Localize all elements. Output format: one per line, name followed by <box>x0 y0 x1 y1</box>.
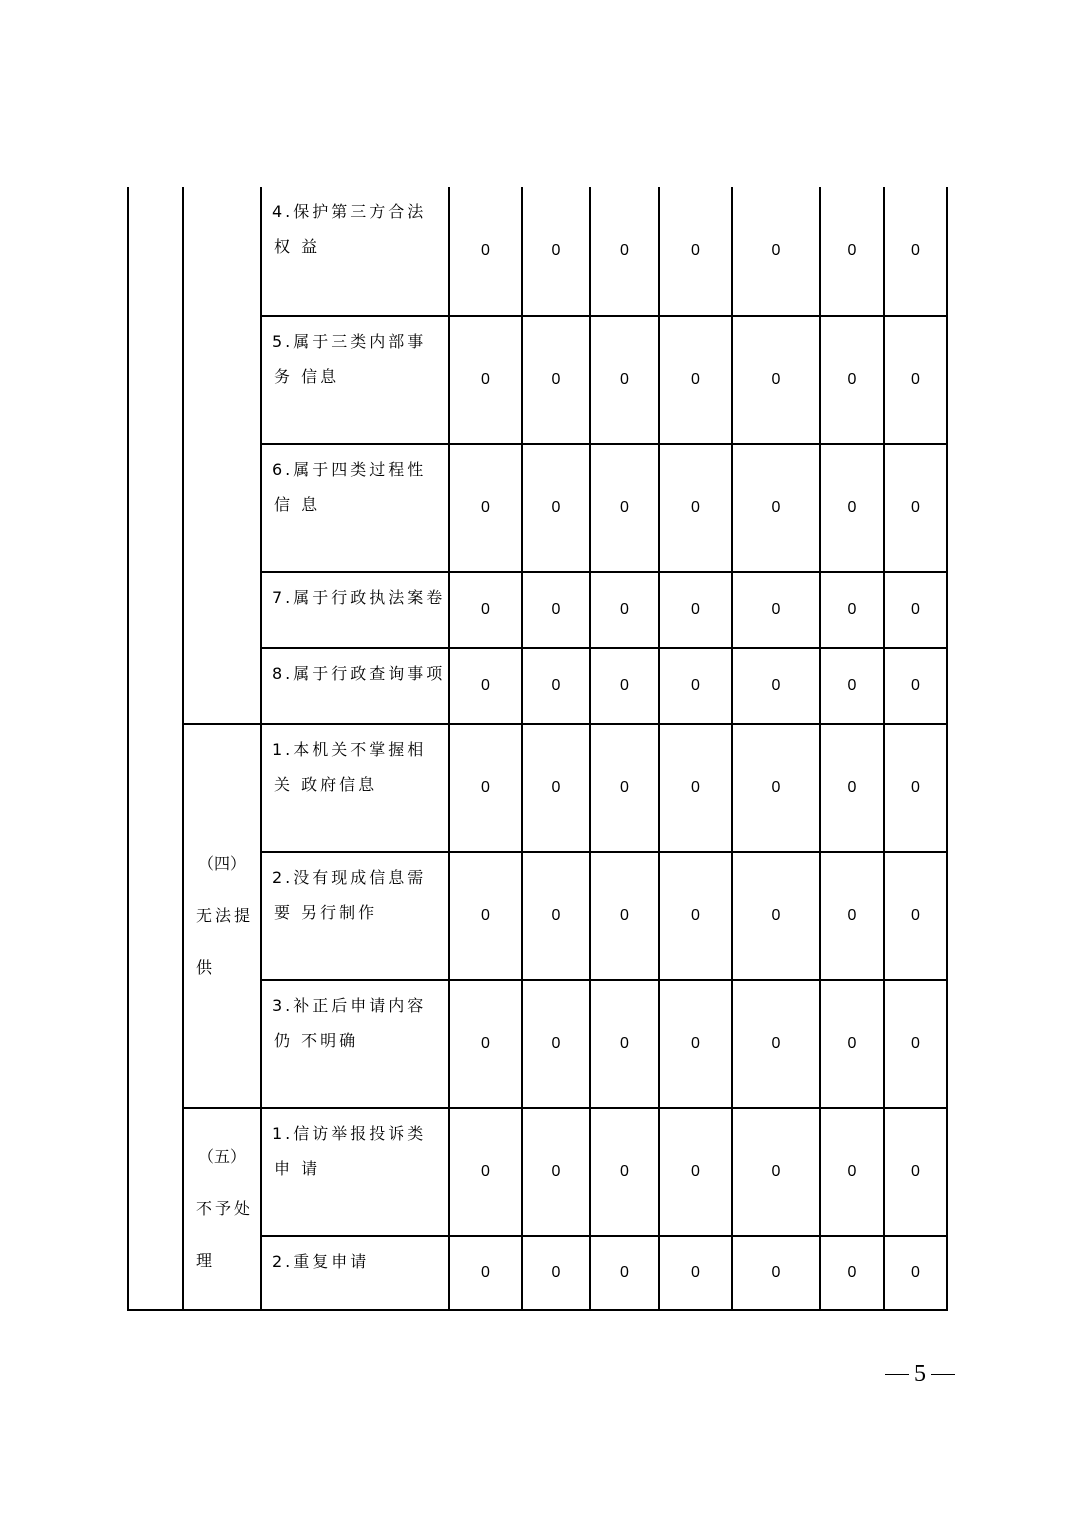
page-number-value: 5 <box>914 1360 926 1387</box>
value-cell: 0 <box>732 1108 820 1236</box>
value-cell: 0 <box>884 724 947 852</box>
value-cell: 0 <box>732 444 820 572</box>
group-cell-continued <box>183 187 261 724</box>
value-cell: 0 <box>820 572 884 648</box>
item-label-line1: 3.补正后申请内容 <box>272 996 427 1015</box>
value-cell: 0 <box>732 980 820 1108</box>
value-cell: 0 <box>522 187 590 316</box>
value-cell: 0 <box>522 316 590 444</box>
item-label-line1: 2.重复申请 <box>272 1252 370 1271</box>
value-cell: 0 <box>590 648 659 724</box>
value-cell: 0 <box>522 852 590 980</box>
value-cell: 0 <box>884 444 947 572</box>
value-cell: 0 <box>659 648 732 724</box>
value-cell: 0 <box>449 648 522 724</box>
item-label-cell <box>261 1236 449 1310</box>
value-cell: 0 <box>522 1236 590 1310</box>
value-cell: 0 <box>659 852 732 980</box>
item-label-cell <box>261 572 449 648</box>
value-cell: 0 <box>884 1108 947 1236</box>
page-number-dash-right <box>931 1374 955 1375</box>
value-cell: 0 <box>522 1108 590 1236</box>
group-label-line: （五） <box>197 1147 246 1166</box>
value-cell: 0 <box>522 980 590 1108</box>
value-cell: 0 <box>449 852 522 980</box>
value-cell: 0 <box>522 724 590 852</box>
value-cell: 0 <box>659 1108 732 1236</box>
item-label-line2: 关 政府信息 <box>274 775 378 794</box>
item-label-line2: 权 益 <box>274 237 321 256</box>
value-cell: 0 <box>590 852 659 980</box>
item-label-line2: 申 请 <box>274 1159 321 1178</box>
value-cell: 0 <box>659 316 732 444</box>
value-cell: 0 <box>659 1236 732 1310</box>
value-cell: 0 <box>590 316 659 444</box>
statistics-table <box>127 187 948 1311</box>
value-cell: 0 <box>732 316 820 444</box>
item-label-cell <box>261 980 449 1108</box>
value-cell: 0 <box>732 648 820 724</box>
item-label-line2: 仍 不明确 <box>274 1031 359 1050</box>
value-cell: 0 <box>449 1236 522 1310</box>
item-label-cell <box>261 187 449 316</box>
value-cell: 0 <box>820 187 884 316</box>
item-label-line2: 要 另行制作 <box>274 903 378 922</box>
value-cell: 0 <box>659 980 732 1108</box>
item-label-line1: 8.属于行政查询事项 <box>272 664 446 683</box>
item-label-cell <box>261 1108 449 1236</box>
item-label-line1: 2.没有现成信息需 <box>272 868 427 887</box>
value-cell: 0 <box>522 444 590 572</box>
group-label-line: 理 <box>196 1251 216 1270</box>
value-cell: 0 <box>449 1108 522 1236</box>
value-cell: 0 <box>732 724 820 852</box>
value-cell: 0 <box>590 572 659 648</box>
value-cell: 0 <box>449 572 522 648</box>
value-cell: 0 <box>590 980 659 1108</box>
group-label-line: 不予处 <box>196 1199 254 1218</box>
value-cell: 0 <box>820 316 884 444</box>
item-label-line1: 1.信访举报投诉类 <box>272 1124 427 1143</box>
value-cell: 0 <box>449 980 522 1108</box>
item-label-line1: 7.属于行政执法案卷 <box>272 588 446 607</box>
table-row <box>128 1108 947 1236</box>
value-cell: 0 <box>732 187 820 316</box>
value-cell: 0 <box>590 1236 659 1310</box>
value-cell: 0 <box>732 572 820 648</box>
item-label-line1: 1.本机关不掌握相 <box>272 740 427 759</box>
value-cell: 0 <box>884 648 947 724</box>
value-cell: 0 <box>820 444 884 572</box>
value-cell: 0 <box>659 444 732 572</box>
item-label-cell <box>261 648 449 724</box>
value-cell: 0 <box>884 980 947 1108</box>
value-cell: 0 <box>590 444 659 572</box>
value-cell: 0 <box>884 852 947 980</box>
item-label-cell <box>261 724 449 852</box>
value-cell: 0 <box>820 724 884 852</box>
value-cell: 0 <box>522 648 590 724</box>
group-cell-unable-to-provide <box>183 724 261 1108</box>
group-label-line: 供 <box>196 958 216 977</box>
item-label-line1: 4.保护第三方合法 <box>272 202 427 221</box>
value-cell: 0 <box>590 724 659 852</box>
item-label-line2: 务 信息 <box>274 367 340 386</box>
value-cell: 0 <box>884 572 947 648</box>
value-cell: 0 <box>590 187 659 316</box>
item-label-line1: 5.属于三类内部事 <box>272 332 427 351</box>
value-cell: 0 <box>884 316 947 444</box>
value-cell: 0 <box>884 187 947 316</box>
value-cell: 0 <box>884 1236 947 1310</box>
value-cell: 0 <box>449 187 522 316</box>
value-cell: 0 <box>659 572 732 648</box>
table-row <box>128 187 947 316</box>
value-cell: 0 <box>449 724 522 852</box>
value-cell: 0 <box>732 852 820 980</box>
outer-category-cell <box>128 187 183 1310</box>
value-cell: 0 <box>590 1108 659 1236</box>
item-label-cell <box>261 316 449 444</box>
value-cell: 0 <box>820 980 884 1108</box>
table-row <box>128 724 947 852</box>
item-label-line2: 信 息 <box>274 495 321 514</box>
group-label-line: （四） <box>197 854 246 873</box>
value-cell: 0 <box>449 316 522 444</box>
group-label-line: 无法提 <box>196 906 254 925</box>
value-cell: 0 <box>522 572 590 648</box>
page-number-dash-left <box>885 1374 909 1375</box>
item-label-cell <box>261 852 449 980</box>
value-cell: 0 <box>820 852 884 980</box>
value-cell: 0 <box>820 1236 884 1310</box>
value-cell: 0 <box>659 187 732 316</box>
group-cell-not-processed <box>183 1108 261 1310</box>
item-label-line1: 6.属于四类过程性 <box>272 460 427 479</box>
value-cell: 0 <box>732 1236 820 1310</box>
value-cell: 0 <box>820 1108 884 1236</box>
value-cell: 0 <box>820 648 884 724</box>
item-label-cell <box>261 444 449 572</box>
page-number <box>880 1356 960 1392</box>
value-cell: 0 <box>659 724 732 852</box>
value-cell: 0 <box>449 444 522 572</box>
